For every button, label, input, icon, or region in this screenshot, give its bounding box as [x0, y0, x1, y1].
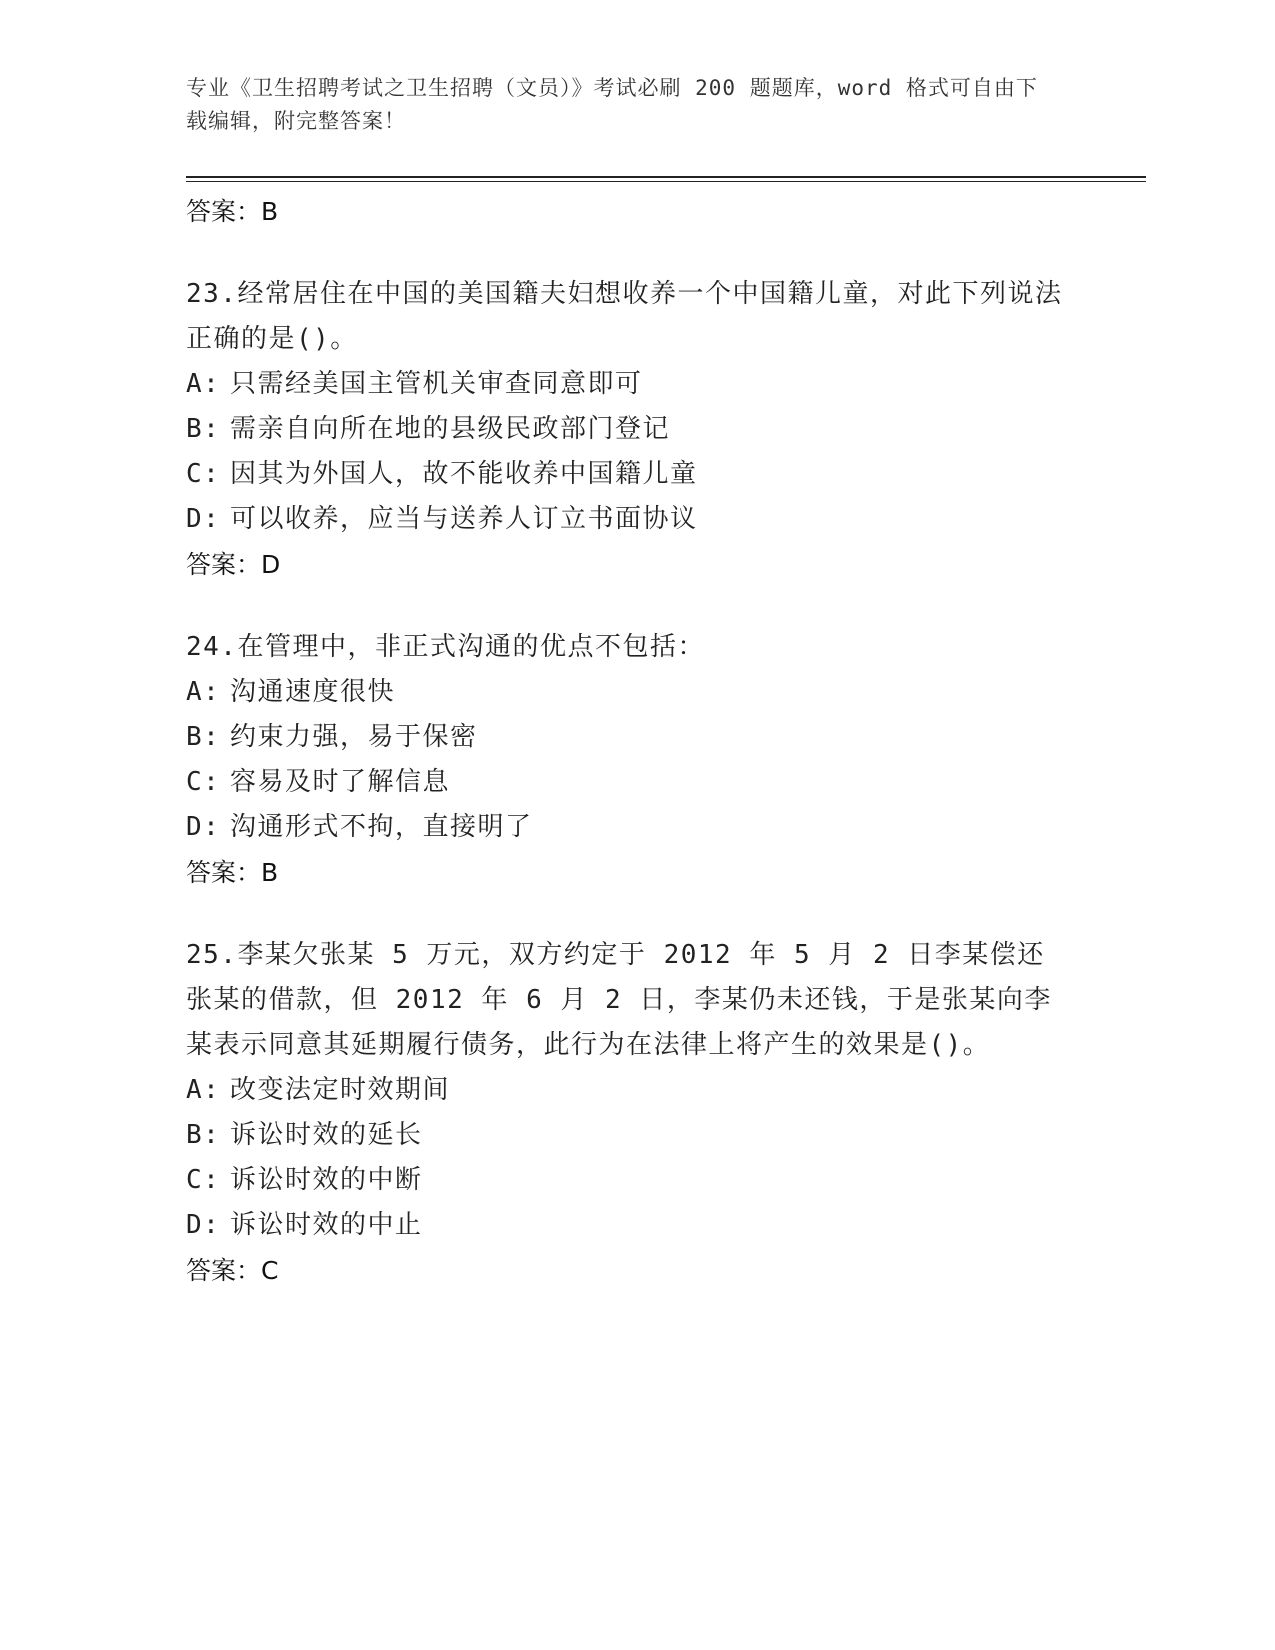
option-c [186, 452, 1146, 497]
option-key: D: [186, 1210, 221, 1240]
option-text: 沟通速度很快 [230, 677, 396, 707]
option-key: C: [186, 1165, 221, 1195]
option-b [186, 715, 1146, 760]
answer-line: 答案：B [186, 197, 279, 226]
option-key: D: [186, 812, 221, 842]
option-text: 可以收养，应当与送养人订立书面协议 [230, 504, 698, 534]
option-text: 诉讼时效的中断 [230, 1165, 423, 1195]
answer-line: 答案：C [186, 1256, 279, 1285]
answer-line: 答案：D [186, 550, 281, 579]
document-content [186, 189, 1146, 1293]
option-d [186, 497, 1146, 542]
option-a [186, 670, 1146, 715]
question-stem: 24.在管理中，非正式沟通的优点不包括： [186, 632, 705, 662]
option-c [186, 1158, 1146, 1203]
document-page [186, 0, 1146, 1650]
option-key: B: [186, 1120, 221, 1150]
option-c [186, 760, 1146, 805]
option-text: 约束力强，易于保密 [230, 722, 478, 752]
header-rule-thin [186, 181, 1146, 182]
option-text: 因其为外国人，故不能收养中国籍儿童 [230, 459, 698, 489]
option-key: C: [186, 767, 221, 797]
option-text: 诉讼时效的中止 [230, 1210, 423, 1240]
option-a [186, 1068, 1146, 1113]
option-key: A: [186, 369, 221, 399]
option-key: A: [186, 677, 221, 707]
option-text: 改变法定时效期间 [230, 1075, 451, 1105]
option-b [186, 407, 1146, 452]
option-text: 需亲自向所在地的县级民政部门登记 [230, 414, 671, 444]
question-stem: 23.经常居住在中国的美国籍夫妇想收养一个中国籍儿童，对此下列说法正确的是()。 [186, 279, 1063, 354]
header-rule-thick [186, 176, 1146, 178]
option-text: 沟通形式不拘，直接明了 [230, 812, 533, 842]
option-key: A: [186, 1075, 221, 1105]
question-stem: 25.李某欠张某 5 万元，双方约定于 2012 年 5 月 2 日李某偿还张某的借款，但 2012 年 6 月 2 日，李某仍未还钱，于是张某向李某表示同意其延期履行债务，此行为在法律上将产生的效果是()。 [186, 940, 1052, 1060]
page-header: 专业《卫生招聘考试之卫生招聘（文员）》考试必刷 200 题题库，word 格式可自由下载编辑，附完整答案！ [186, 76, 1038, 133]
option-a [186, 362, 1146, 407]
option-d [186, 1203, 1146, 1248]
answer-line: 答案：B [186, 858, 279, 887]
option-b [186, 1113, 1146, 1158]
option-key: C: [186, 459, 221, 489]
question-24 [186, 625, 1146, 895]
option-d [186, 805, 1146, 850]
option-text: 容易及时了解信息 [230, 767, 451, 797]
option-text: 只需经美国主管机关审查同意即可 [230, 369, 643, 399]
option-key: B: [186, 722, 221, 752]
question-25 [186, 933, 1146, 1293]
option-key: D: [186, 504, 221, 534]
option-text: 诉讼时效的延长 [230, 1120, 423, 1150]
option-key: B: [186, 414, 221, 444]
question-23 [186, 272, 1146, 587]
